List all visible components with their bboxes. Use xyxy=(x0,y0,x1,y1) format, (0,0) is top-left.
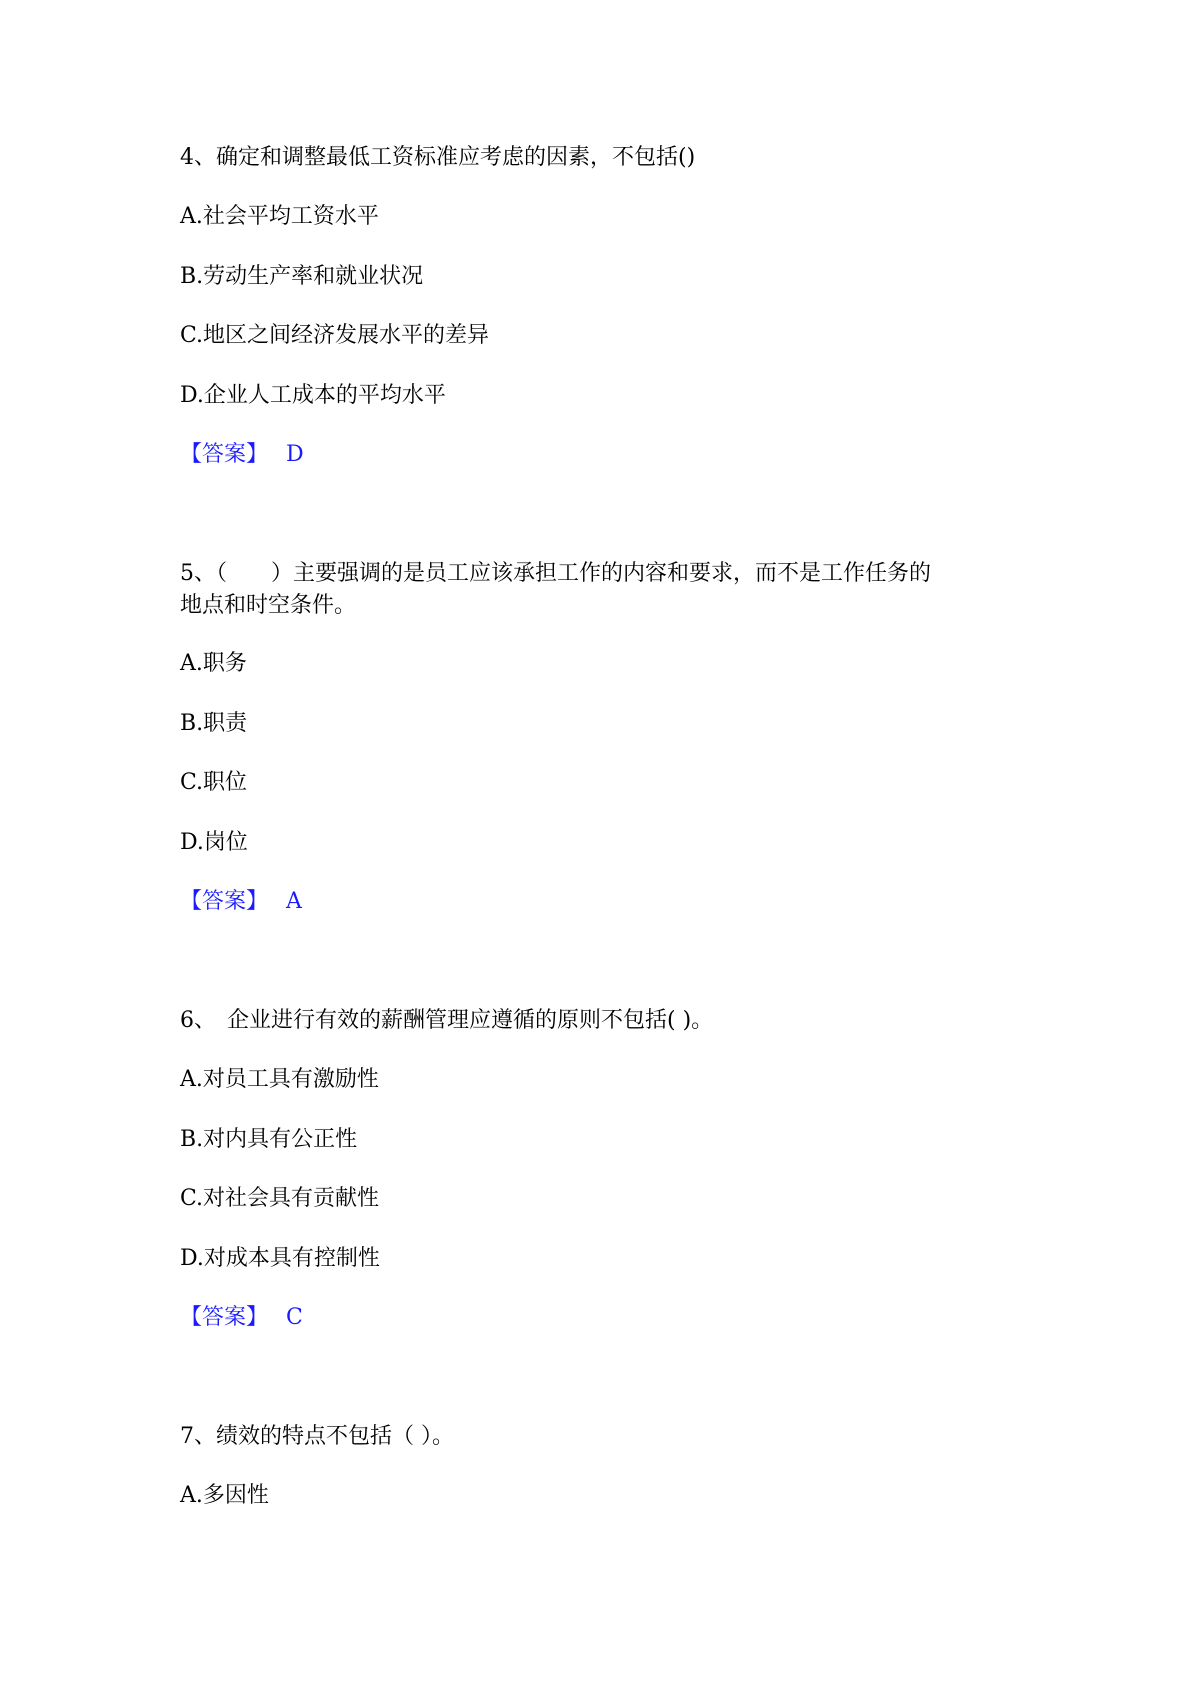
option-c: C.对社会具有贡献性 xyxy=(180,1186,380,1211)
answer-line xyxy=(180,1302,303,1334)
option-a: A.多因性 xyxy=(180,1483,269,1508)
answer-label: 【答案】 xyxy=(180,442,269,467)
answer-line xyxy=(180,439,304,471)
answer-value: C xyxy=(286,1305,303,1330)
option-c: C.地区之间经济发展水平的差异 xyxy=(180,323,490,348)
option-b: B.对内具有公正性 xyxy=(180,1127,358,1152)
option-b: B.劳动生产率和就业状况 xyxy=(180,264,424,289)
question-stem: 7、绩效的特点不包括（ ）。 xyxy=(180,1424,454,1449)
option-d: D.对成本具有控制性 xyxy=(180,1246,380,1271)
question-stem: 4、确定和调整最低工资标准应考虑的因素，不包括() xyxy=(180,145,696,170)
answer-label: 【答案】 xyxy=(180,889,269,914)
answer-value: D xyxy=(286,442,304,467)
question-stem: 5、（ ）主要强调的是员工应该承担工作的内容和要求，而不是工作任务的 xyxy=(180,561,931,586)
option-a: A.对员工具有激励性 xyxy=(180,1067,379,1092)
option-a: A.社会平均工资水平 xyxy=(180,204,379,229)
answer-label: 【答案】 xyxy=(180,1305,269,1330)
answer-value: A xyxy=(286,889,302,914)
question-stem: 6、 企业进行有效的薪酬管理应遵循的原则不包括( )。 xyxy=(180,1008,714,1033)
option-d: D.岗位 xyxy=(180,830,248,855)
option-c: C.职位 xyxy=(180,770,248,795)
answer-line xyxy=(180,886,302,918)
question-stem-continuation: 地点和时空条件。 xyxy=(180,593,357,618)
option-b: B.职责 xyxy=(180,711,248,736)
option-d: D.企业人工成本的平均水平 xyxy=(180,383,446,408)
option-a: A.职务 xyxy=(180,651,247,676)
